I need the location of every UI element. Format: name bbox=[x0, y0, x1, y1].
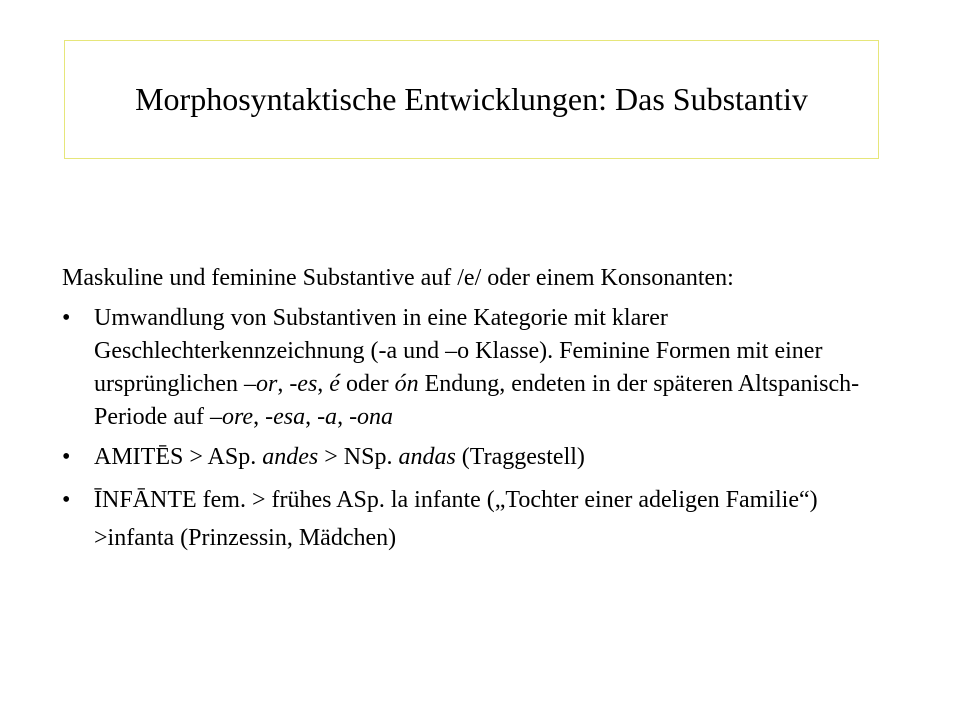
text-run: , bbox=[317, 371, 330, 397]
bullet-icon: • bbox=[62, 444, 71, 470]
italic-term: ón bbox=[394, 371, 419, 397]
title-box bbox=[64, 40, 879, 159]
intro-text: Maskuline und feminine Substantive auf /e/ oder einem Konsonanten: bbox=[62, 265, 734, 291]
italic-term: –or bbox=[243, 371, 278, 397]
bullet-text bbox=[94, 487, 818, 551]
bullet-item-infante bbox=[62, 481, 862, 557]
text-run: oder bbox=[339, 371, 395, 397]
italic-term: -esa bbox=[265, 404, 306, 430]
bullet-item-gender-class bbox=[62, 302, 862, 434]
bullet-item-amites bbox=[62, 441, 862, 474]
slide-content bbox=[62, 262, 862, 564]
italic-term: andas bbox=[398, 444, 456, 470]
text-run: AMITĒS > ASp. bbox=[94, 444, 263, 470]
bullet-icon: • bbox=[62, 305, 71, 331]
italic-term: andes bbox=[262, 444, 319, 470]
text-run: , bbox=[305, 404, 318, 430]
bullet-list bbox=[62, 302, 862, 557]
text-run: Endung, endeten in der späteren Altspanisch-Periode auf bbox=[94, 371, 860, 430]
italic-term: -a bbox=[317, 404, 338, 430]
italic-term: –ore bbox=[209, 404, 254, 430]
bullet-text bbox=[94, 305, 859, 430]
text-run: Umwandlung von Substantiven in eine Kategorie mit klarer Geschlechterkennzeichnung (-a und –o Klasse). Feminine Formen mit einer ursprünglichen bbox=[94, 305, 823, 397]
italic-term: -ona bbox=[349, 404, 394, 430]
bullet-icon: • bbox=[62, 487, 71, 513]
bullet-text bbox=[94, 444, 585, 470]
text-run: , bbox=[337, 404, 350, 430]
text-run: (Traggestell) bbox=[455, 444, 585, 470]
text-run: , bbox=[253, 404, 266, 430]
text-run: > NSp. bbox=[318, 444, 399, 470]
text-run: , bbox=[277, 371, 290, 397]
text-run: ĪNFĀNTE fem. > frühes ASp. la infante („Tochter einer adeligen Familie“) >infanta (Prinzessin, Mädchen) bbox=[94, 487, 818, 551]
slide-title: Morphosyntaktische Entwicklungen: Das Substantiv bbox=[135, 81, 808, 118]
italic-term: é bbox=[329, 371, 340, 397]
italic-term: -es bbox=[289, 371, 318, 397]
